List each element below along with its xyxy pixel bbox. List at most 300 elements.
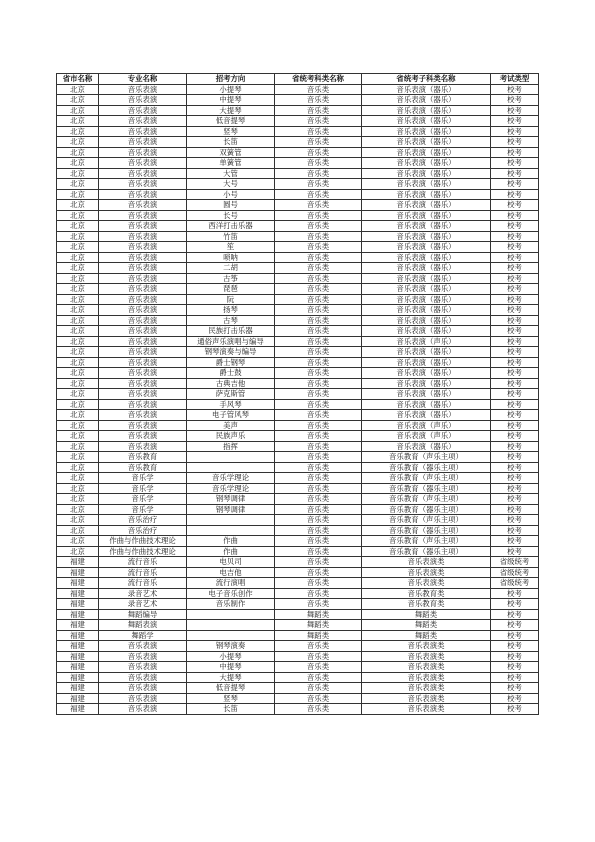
table-header-row [57,74,539,85]
cell-subcategory: 音乐表演类 [362,672,491,683]
table-row [57,305,539,316]
cell-subcategory: 音乐表演（器乐） [362,231,491,242]
cell-major: 音乐表演 [99,683,187,694]
table-row [57,651,539,662]
cell-category: 音乐类 [275,168,362,179]
cell-major: 音乐表演 [99,368,187,379]
cell-category: 音乐类 [275,273,362,284]
cell-major: 流行音乐 [99,567,187,578]
cell-major: 音乐表演 [99,231,187,242]
cell-major: 音乐表演 [99,662,187,673]
cell-exam-type: 校考 [491,168,539,179]
cell-direction: 大提琴 [187,672,275,683]
cell-major: 音乐表演 [99,441,187,452]
cell-subcategory: 音乐表演类 [362,693,491,704]
cell-major: 音乐表演 [99,179,187,190]
cell-category: 音乐类 [275,651,362,662]
cell-province: 北京 [57,536,99,547]
cell-major: 音乐表演 [99,672,187,683]
cell-category: 音乐类 [275,441,362,452]
cell-exam-type: 校考 [491,378,539,389]
cell-exam-type: 省级统考 [491,578,539,589]
cell-province: 北京 [57,221,99,232]
cell-major: 音乐治疗 [99,515,187,526]
table-row [57,378,539,389]
cell-major: 音乐表演 [99,242,187,253]
table-row [57,273,539,284]
cell-exam-type: 校考 [491,662,539,673]
header-direction: 招考方向 [187,74,275,85]
cell-major: 音乐表演 [99,273,187,284]
cell-category: 音乐类 [275,315,362,326]
cell-major: 舞蹈学 [99,630,187,641]
cell-province: 北京 [57,399,99,410]
cell-category: 音乐类 [275,399,362,410]
cell-province: 北京 [57,336,99,347]
cell-province: 福建 [57,651,99,662]
cell-exam-type: 校考 [491,410,539,421]
cell-direction [187,609,275,620]
cell-direction: 中提琴 [187,95,275,106]
cell-major: 音乐表演 [99,651,187,662]
cell-exam-type: 校考 [491,683,539,694]
cell-subcategory: 音乐表演（器乐） [362,221,491,232]
cell-category: 音乐类 [275,294,362,305]
cell-province: 北京 [57,347,99,358]
cell-subcategory: 音乐表演（器乐） [362,389,491,400]
cell-category: 音乐类 [275,189,362,200]
cell-direction: 双簧管 [187,147,275,158]
cell-category: 音乐类 [275,305,362,316]
cell-direction: 电吉他 [187,567,275,578]
table-row [57,126,539,137]
cell-direction: 单簧管 [187,158,275,169]
cell-exam-type: 校考 [491,84,539,95]
cell-category: 舞蹈类 [275,630,362,641]
table-row [57,452,539,463]
cell-category: 音乐类 [275,147,362,158]
header-exam-type: 考试类型 [491,74,539,85]
cell-province: 北京 [57,378,99,389]
cell-subcategory: 音乐表演（器乐） [362,284,491,295]
cell-major: 音乐表演 [99,158,187,169]
cell-category: 音乐类 [275,431,362,442]
header-subcategory: 省统考子科类名称 [362,74,491,85]
cell-province: 福建 [57,620,99,631]
cell-province: 北京 [57,305,99,316]
cell-category: 音乐类 [275,567,362,578]
cell-direction: 钢琴演奏与编导 [187,347,275,358]
cell-subcategory: 音乐教育（声乐主项） [362,494,491,505]
table-row [57,683,539,694]
cell-major: 音乐学 [99,473,187,484]
cell-province: 北京 [57,179,99,190]
cell-exam-type: 校考 [491,210,539,221]
cell-major: 音乐表演 [99,357,187,368]
cell-subcategory: 音乐表演类 [362,567,491,578]
table-row [57,189,539,200]
cell-direction: 作曲 [187,546,275,557]
cell-province: 北京 [57,431,99,442]
cell-province: 北京 [57,515,99,526]
cell-province: 北京 [57,546,99,557]
cell-province: 北京 [57,441,99,452]
cell-major: 作曲与作曲技术理论 [99,536,187,547]
cell-exam-type: 校考 [491,609,539,620]
cell-direction: 西洋打击乐器 [187,221,275,232]
cell-major: 录音艺术 [99,588,187,599]
cell-direction: 音乐制作 [187,599,275,610]
cell-exam-type: 校考 [491,116,539,127]
cell-major: 音乐表演 [99,641,187,652]
cell-subcategory: 音乐表演（声乐） [362,420,491,431]
cell-province: 北京 [57,242,99,253]
table-row [57,704,539,715]
cell-category: 音乐类 [275,242,362,253]
cell-major: 音乐表演 [99,105,187,116]
cell-province: 北京 [57,231,99,242]
cell-province: 福建 [57,662,99,673]
cell-exam-type: 校考 [491,252,539,263]
table-row [57,105,539,116]
cell-direction: 作曲 [187,536,275,547]
cell-category: 音乐类 [275,105,362,116]
table-row [57,200,539,211]
cell-major: 音乐教育 [99,452,187,463]
cell-exam-type: 校考 [491,483,539,494]
cell-exam-type: 校考 [491,452,539,463]
cell-province: 福建 [57,630,99,641]
cell-exam-type: 校考 [491,305,539,316]
cell-category: 音乐类 [275,683,362,694]
cell-exam-type: 校考 [491,473,539,484]
cell-direction: 二胡 [187,263,275,274]
cell-direction: 民族打击乐器 [187,326,275,337]
table-row [57,662,539,673]
cell-direction: 民族声乐 [187,431,275,442]
cell-exam-type: 校考 [491,672,539,683]
cell-subcategory: 音乐表演（器乐） [362,84,491,95]
cell-direction: 音乐学理论 [187,483,275,494]
cell-direction [187,525,275,536]
cell-major: 音乐表演 [99,126,187,137]
cell-direction: 电子音乐创作 [187,588,275,599]
cell-category: 音乐类 [275,179,362,190]
table-row [57,546,539,557]
cell-exam-type: 校考 [491,399,539,410]
cell-category: 音乐类 [275,525,362,536]
cell-province: 北京 [57,189,99,200]
cell-subcategory: 音乐表演类 [362,704,491,715]
cell-subcategory: 音乐表演（器乐） [362,273,491,284]
cell-province: 北京 [57,326,99,337]
cell-major: 音乐表演 [99,347,187,358]
cell-direction [187,630,275,641]
cell-subcategory: 音乐表演（器乐） [362,210,491,221]
table-row [57,578,539,589]
cell-category: 音乐类 [275,200,362,211]
cell-exam-type: 校考 [491,651,539,662]
table-row [57,95,539,106]
table-row [57,147,539,158]
cell-subcategory: 音乐表演（器乐） [362,347,491,358]
table-row [57,326,539,337]
cell-major: 舞蹈编导 [99,609,187,620]
cell-subcategory: 音乐表演类 [362,651,491,662]
cell-exam-type: 校考 [491,189,539,200]
table-row [57,116,539,127]
cell-category: 音乐类 [275,378,362,389]
cell-province: 北京 [57,410,99,421]
cell-category: 音乐类 [275,95,362,106]
cell-category: 音乐类 [275,483,362,494]
cell-exam-type: 校考 [491,504,539,515]
cell-subcategory: 音乐表演（器乐） [362,378,491,389]
table-row [57,494,539,505]
cell-province: 北京 [57,95,99,106]
cell-major: 音乐表演 [99,263,187,274]
cell-major: 作曲与作曲技术理论 [99,546,187,557]
table-row [57,599,539,610]
cell-subcategory: 音乐表演（器乐） [362,200,491,211]
cell-category: 音乐类 [275,368,362,379]
cell-exam-type: 校考 [491,357,539,368]
cell-category: 音乐类 [275,84,362,95]
table-row [57,294,539,305]
table-row [57,641,539,652]
table-row [57,210,539,221]
cell-exam-type: 校考 [491,641,539,652]
cell-exam-type: 校考 [491,588,539,599]
cell-direction: 通俗声乐演唱与编导 [187,336,275,347]
cell-subcategory: 音乐表演（器乐） [362,368,491,379]
cell-province: 北京 [57,200,99,211]
table-row [57,431,539,442]
cell-major: 音乐表演 [99,399,187,410]
cell-exam-type: 校考 [491,158,539,169]
cell-direction: 古筝 [187,273,275,284]
cell-subcategory: 音乐表演（器乐） [362,399,491,410]
cell-exam-type: 校考 [491,525,539,536]
cell-direction: 小提琴 [187,84,275,95]
cell-province: 北京 [57,105,99,116]
cell-category: 音乐类 [275,588,362,599]
cell-subcategory: 音乐表演（器乐） [362,105,491,116]
cell-major: 音乐表演 [99,252,187,263]
header-category: 省统考科类名称 [275,74,362,85]
table-row [57,693,539,704]
cell-subcategory: 音乐表演（器乐） [362,116,491,127]
cell-exam-type: 校考 [491,336,539,347]
cell-subcategory: 音乐表演类 [362,662,491,673]
cell-subcategory: 音乐表演（器乐） [362,168,491,179]
cell-exam-type: 校考 [491,546,539,557]
cell-exam-type: 校考 [491,315,539,326]
cell-direction [187,620,275,631]
cell-category: 音乐类 [275,126,362,137]
cell-province: 北京 [57,294,99,305]
admissions-table [56,73,539,715]
cell-category: 音乐类 [275,546,362,557]
cell-exam-type: 校考 [491,231,539,242]
cell-subcategory: 音乐表演（器乐） [362,242,491,253]
cell-category: 音乐类 [275,336,362,347]
cell-direction: 音乐学理论 [187,473,275,484]
cell-category: 音乐类 [275,116,362,127]
cell-subcategory: 音乐表演（器乐） [362,126,491,137]
table-row [57,315,539,326]
cell-subcategory: 音乐表演（器乐） [362,137,491,148]
cell-province: 北京 [57,116,99,127]
table-row [57,630,539,641]
cell-exam-type: 校考 [491,420,539,431]
cell-province: 北京 [57,273,99,284]
cell-major: 录音艺术 [99,599,187,610]
cell-category: 舞蹈类 [275,609,362,620]
cell-direction: 中提琴 [187,662,275,673]
cell-province: 福建 [57,578,99,589]
cell-subcategory: 音乐教育（声乐主项） [362,515,491,526]
table-row [57,515,539,526]
cell-category: 音乐类 [275,473,362,484]
cell-direction: 萨克斯管 [187,389,275,400]
cell-province: 福建 [57,693,99,704]
cell-subcategory: 音乐表演（器乐） [362,410,491,421]
table-row [57,462,539,473]
cell-subcategory: 音乐表演（器乐） [362,305,491,316]
cell-exam-type: 校考 [491,137,539,148]
cell-exam-type: 校考 [491,95,539,106]
cell-direction: 长笛 [187,704,275,715]
cell-major: 音乐表演 [99,221,187,232]
table-row [57,441,539,452]
table-row [57,368,539,379]
cell-direction: 唢呐 [187,252,275,263]
cell-direction: 圆号 [187,200,275,211]
cell-category: 音乐类 [275,137,362,148]
cell-major: 音乐表演 [99,137,187,148]
cell-major: 舞蹈表演 [99,620,187,631]
cell-subcategory: 音乐表演（器乐） [362,315,491,326]
cell-subcategory: 音乐表演（器乐） [362,263,491,274]
cell-category: 音乐类 [275,357,362,368]
cell-subcategory: 音乐教育类 [362,588,491,599]
cell-major: 音乐表演 [99,305,187,316]
table-row [57,179,539,190]
cell-province: 北京 [57,126,99,137]
cell-subcategory: 音乐表演（器乐） [362,147,491,158]
cell-direction: 琵琶 [187,284,275,295]
cell-province: 福建 [57,609,99,620]
cell-subcategory: 舞蹈类 [362,630,491,641]
cell-province: 北京 [57,473,99,484]
cell-province: 北京 [57,452,99,463]
cell-major: 音乐表演 [99,315,187,326]
cell-exam-type: 校考 [491,294,539,305]
cell-direction: 小提琴 [187,651,275,662]
cell-category: 音乐类 [275,263,362,274]
cell-major: 音乐表演 [99,336,187,347]
cell-major: 音乐教育 [99,462,187,473]
cell-exam-type: 校考 [491,462,539,473]
table-row [57,168,539,179]
table-row [57,231,539,242]
cell-subcategory: 音乐教育类 [362,599,491,610]
cell-category: 音乐类 [275,452,362,463]
cell-category: 音乐类 [275,347,362,358]
cell-direction: 大提琴 [187,105,275,116]
cell-major: 流行音乐 [99,578,187,589]
cell-subcategory: 音乐教育（器乐主项） [362,504,491,515]
cell-subcategory: 音乐教育（器乐主项） [362,462,491,473]
cell-direction [187,452,275,463]
cell-exam-type: 校考 [491,263,539,274]
cell-major: 音乐治疗 [99,525,187,536]
cell-direction: 手风琴 [187,399,275,410]
cell-province: 北京 [57,263,99,274]
cell-category: 音乐类 [275,410,362,421]
cell-subcategory: 音乐教育（声乐主项） [362,452,491,463]
cell-province: 北京 [57,483,99,494]
table-row [57,525,539,536]
cell-exam-type: 校考 [491,347,539,358]
cell-major: 音乐学 [99,494,187,505]
table-row [57,504,539,515]
table-row [57,410,539,421]
cell-direction: 低音提琴 [187,683,275,694]
table-row [57,620,539,631]
cell-province: 福建 [57,672,99,683]
cell-category: 音乐类 [275,462,362,473]
table-row [57,284,539,295]
cell-subcategory: 音乐表演类 [362,557,491,568]
table-row [57,221,539,232]
cell-exam-type: 校考 [491,704,539,715]
cell-direction: 流行演唱 [187,578,275,589]
cell-province: 北京 [57,252,99,263]
cell-category: 音乐类 [275,389,362,400]
cell-exam-type: 校考 [491,221,539,232]
cell-direction: 电贝司 [187,557,275,568]
cell-subcategory: 音乐教育（器乐主项） [362,546,491,557]
cell-exam-type: 校考 [491,147,539,158]
cell-exam-type: 校考 [491,536,539,547]
cell-exam-type: 校考 [491,179,539,190]
cell-province: 北京 [57,389,99,400]
cell-category: 音乐类 [275,557,362,568]
table-row [57,347,539,358]
cell-subcategory: 音乐表演类 [362,578,491,589]
cell-major: 音乐表演 [99,410,187,421]
table-row [57,536,539,547]
cell-province: 北京 [57,504,99,515]
cell-province: 北京 [57,357,99,368]
table-row [57,483,539,494]
cell-category: 音乐类 [275,599,362,610]
cell-direction [187,462,275,473]
cell-province: 北京 [57,284,99,295]
cell-category: 音乐类 [275,504,362,515]
cell-province: 北京 [57,525,99,536]
cell-province: 北京 [57,84,99,95]
cell-province: 福建 [57,683,99,694]
cell-subcategory: 舞蹈类 [362,620,491,631]
cell-major: 音乐表演 [99,116,187,127]
table-row [57,420,539,431]
cell-province: 北京 [57,147,99,158]
cell-province: 北京 [57,158,99,169]
cell-major: 音乐表演 [99,389,187,400]
